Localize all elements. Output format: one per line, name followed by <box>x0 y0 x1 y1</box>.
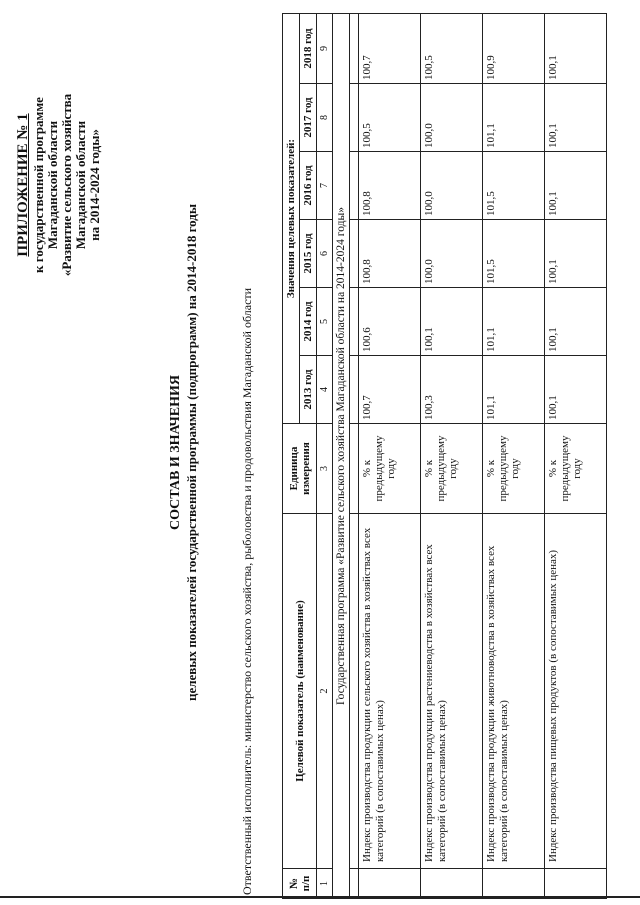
row-number <box>421 869 483 899</box>
row-value: 100,1 <box>545 356 607 424</box>
column-number: 5 <box>317 288 333 356</box>
row-value: 100,1 <box>545 220 607 288</box>
title-main: СОСТАВ И ЗНАЧЕНИЯ <box>168 374 183 531</box>
row-value: 100,6 <box>359 288 421 356</box>
header-year: 2013 год <box>300 356 317 424</box>
row-unit: % к предыдущему году <box>483 424 545 514</box>
row-value: 100,1 <box>545 84 607 152</box>
column-number-row <box>317 14 333 899</box>
row-value: 100,8 <box>359 152 421 220</box>
appendix-block <box>14 20 102 350</box>
document-title <box>168 60 200 845</box>
header-unit: Единица измерения <box>283 424 317 514</box>
row-value: 100,7 <box>359 356 421 424</box>
header-year: 2014 год <box>300 288 317 356</box>
row-value: 100,5 <box>359 84 421 152</box>
appendix-line: Магаданской области <box>45 120 60 250</box>
indicators-table <box>282 13 607 899</box>
responsible-executor: Ответственный исполнитель: министерство сельского хозяйства, рыболовства и продовольствия Магаданской области <box>240 287 254 895</box>
row-value: 100,9 <box>483 14 545 84</box>
row-number <box>483 869 545 899</box>
header-year: 2015 год <box>300 220 317 288</box>
row-unit: % к предыдущему году <box>359 424 421 514</box>
row-indicator: Индекс производства пищевых продуктов (в сопоставимых ценах) <box>545 514 607 869</box>
row-unit: % к предыдущему году <box>421 424 483 514</box>
appendix-line: Магаданской области <box>73 120 88 250</box>
column-number: 9 <box>317 14 333 84</box>
row-value: 100,0 <box>421 220 483 288</box>
table-row <box>421 14 483 899</box>
row-value: 100,5 <box>421 14 483 84</box>
header-year: 2018 год <box>300 14 317 84</box>
appendix-line: «Развитие сельского хозяйства <box>59 93 74 277</box>
row-unit: % к предыдущему году <box>545 424 607 514</box>
row-value: 101,5 <box>483 152 545 220</box>
table-row <box>359 14 421 899</box>
row-value: 101,5 <box>483 220 545 288</box>
column-number: 3 <box>317 424 333 514</box>
header-values-group: Значения целевых показателей: <box>283 14 300 424</box>
header-year: 2016 год <box>300 152 317 220</box>
spacer-row <box>350 14 359 899</box>
title-sub: целевых показателей государственной программы (подпрограмм) на 2014-2018 годы <box>184 203 199 702</box>
table-row <box>483 14 545 899</box>
column-number: 8 <box>317 84 333 152</box>
header-year: 2017 год <box>300 84 317 152</box>
header-num: № п/п <box>283 869 317 899</box>
row-value: 100,1 <box>545 288 607 356</box>
section-row <box>333 14 350 899</box>
header-indicator: Целевой показатель (наименование) <box>283 514 317 869</box>
row-value: 101,1 <box>483 356 545 424</box>
row-value: 100,3 <box>421 356 483 424</box>
column-number: 1 <box>317 869 333 899</box>
column-number: 2 <box>317 514 333 869</box>
row-value: 100,7 <box>359 14 421 84</box>
row-number <box>359 869 421 899</box>
row-number <box>545 869 607 899</box>
row-value: 100,1 <box>545 14 607 84</box>
row-indicator: Индекс производства продукции сельского хозяйства в хозяйствах всех категорий (в сопоставимых ценах) <box>359 514 421 869</box>
header-row <box>283 14 300 899</box>
row-indicator: Индекс производства продукции растениеводства в хозяйствах всех категорий (в сопоставимых ценах) <box>421 514 483 869</box>
row-value: 100,1 <box>421 288 483 356</box>
column-number: 7 <box>317 152 333 220</box>
scan-edge-line <box>0 896 640 898</box>
row-value: 101,1 <box>483 288 545 356</box>
appendix-line: на 2014-2024 годы» <box>87 129 102 241</box>
column-number: 6 <box>317 220 333 288</box>
row-indicator: Индекс производства продукции животноводства в хозяйствах всех категорий (в сопоставимых ценах) <box>483 514 545 869</box>
row-value: 100,1 <box>545 152 607 220</box>
appendix-line: к государственной программе <box>31 97 46 273</box>
row-value: 100,0 <box>421 84 483 152</box>
appendix-heading: ПРИЛОЖЕНИЕ № 1 <box>15 113 31 257</box>
table-row <box>545 14 607 899</box>
row-value: 101,1 <box>483 84 545 152</box>
row-value: 100,8 <box>359 220 421 288</box>
row-value: 100,0 <box>421 152 483 220</box>
column-number: 4 <box>317 356 333 424</box>
section-title: Государственная программа «Развитие сельского хозяйства Магаданской области на 2014-2024 годы» <box>333 14 350 899</box>
